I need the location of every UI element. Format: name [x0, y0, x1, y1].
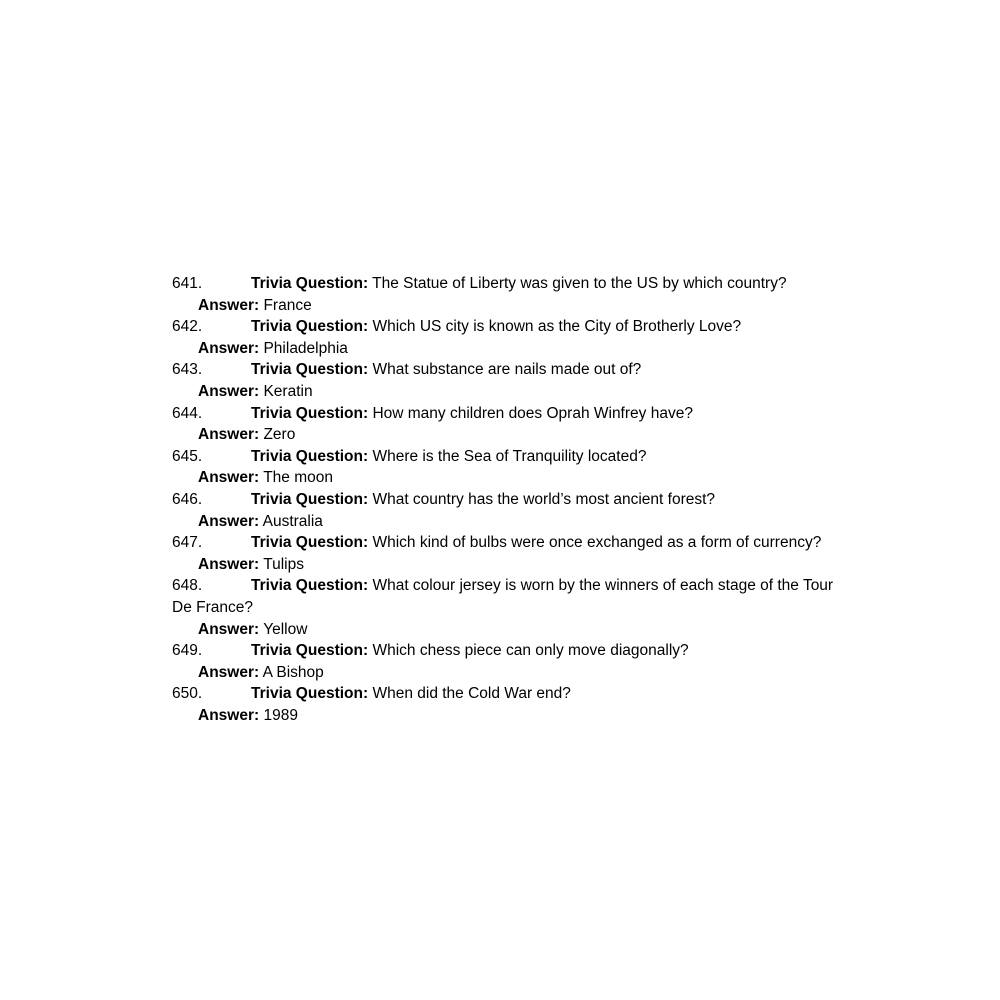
question-label: Trivia Question: [251, 490, 369, 508]
question-line [172, 532, 852, 554]
answer-line [172, 381, 852, 403]
answer-label: Answer: [198, 426, 260, 444]
question-label: Trivia Question: [251, 642, 369, 660]
answer-label: Answer: [198, 469, 260, 487]
answer-line [172, 705, 852, 727]
answer-line [172, 338, 852, 360]
answer-line [172, 511, 852, 533]
answer-text: France [263, 296, 312, 314]
question-label: Trivia Question: [251, 404, 369, 422]
answer-label: Answer: [198, 620, 260, 638]
answer-label: Answer: [198, 296, 260, 314]
question-label: Trivia Question: [251, 318, 369, 336]
question-text: What substance are nails made out of? [372, 361, 642, 379]
answer-label: Answer: [198, 706, 260, 724]
answer-label: Answer: [198, 512, 260, 530]
answer-text: 1989 [263, 706, 298, 724]
question-label: Trivia Question: [251, 685, 369, 703]
question-line [172, 489, 852, 511]
answer-line [172, 619, 852, 641]
question-label: Trivia Question: [251, 577, 369, 595]
item-number: 648. [172, 577, 203, 595]
answer-line [172, 662, 852, 684]
question-text: Which chess piece can only move diagonally? [372, 642, 689, 660]
question-label: Trivia Question: [251, 534, 369, 552]
question-label: Trivia Question: [251, 447, 369, 465]
question-text: What colour jersey is worn by the winners of each stage of the Tour De France? [172, 577, 834, 616]
answer-label: Answer: [198, 339, 260, 357]
question-text: When did the Cold War end? [372, 685, 571, 703]
item-number: 642. [172, 318, 203, 336]
trivia-list [172, 273, 852, 726]
item-number: 649. [172, 642, 203, 660]
question-label: Trivia Question: [251, 275, 369, 292]
trivia-item-649 [172, 640, 852, 683]
question-line [172, 683, 852, 705]
answer-label: Answer: [198, 382, 260, 400]
trivia-item-643 [172, 359, 852, 402]
item-number: 641. [172, 275, 203, 292]
question-text: Which kind of bulbs were once exchanged as a form of currency? [372, 534, 822, 552]
trivia-item-646 [172, 489, 852, 532]
item-number: 643. [172, 361, 203, 379]
answer-text: Keratin [263, 382, 313, 400]
answer-line [172, 554, 852, 576]
trivia-item-648 [172, 575, 852, 640]
answer-line [172, 424, 852, 446]
item-number: 647. [172, 534, 203, 552]
item-number: 650. [172, 685, 203, 703]
question-line [172, 575, 852, 618]
answer-text: Philadelphia [263, 339, 348, 357]
question-line [172, 640, 852, 662]
answer-text: A Bishop [262, 663, 324, 681]
item-number: 645. [172, 447, 203, 465]
trivia-item-641 [172, 273, 852, 316]
question-text: The Statue of Liberty was given to the US by which country? [372, 275, 787, 292]
answer-text: Australia [262, 512, 323, 530]
question-text: Where is the Sea of Tranquility located? [372, 447, 647, 465]
trivia-item-644 [172, 403, 852, 446]
question-line [172, 273, 852, 295]
question-line [172, 403, 852, 425]
answer-line [172, 467, 852, 489]
question-text: How many children does Oprah Winfrey have? [372, 404, 693, 422]
trivia-item-647 [172, 532, 852, 575]
question-text: Which US city is known as the City of Brotherly Love? [372, 318, 742, 336]
question-label: Trivia Question: [251, 361, 369, 379]
answer-text: Yellow [263, 620, 308, 638]
answer-text: Zero [263, 426, 296, 444]
trivia-item-650 [172, 683, 852, 726]
answer-line [172, 295, 852, 317]
item-number: 644. [172, 404, 203, 422]
trivia-item-642 [172, 316, 852, 359]
answer-text: The moon [263, 469, 333, 487]
answer-label: Answer: [198, 555, 260, 573]
answer-text: Tulips [263, 555, 304, 573]
question-text: What country has the world’s most ancient forest? [372, 490, 716, 508]
trivia-item-645 [172, 446, 852, 489]
question-line [172, 316, 852, 338]
answer-label: Answer: [198, 663, 260, 681]
question-line [172, 446, 852, 468]
question-line [172, 359, 852, 381]
item-number: 646. [172, 490, 203, 508]
